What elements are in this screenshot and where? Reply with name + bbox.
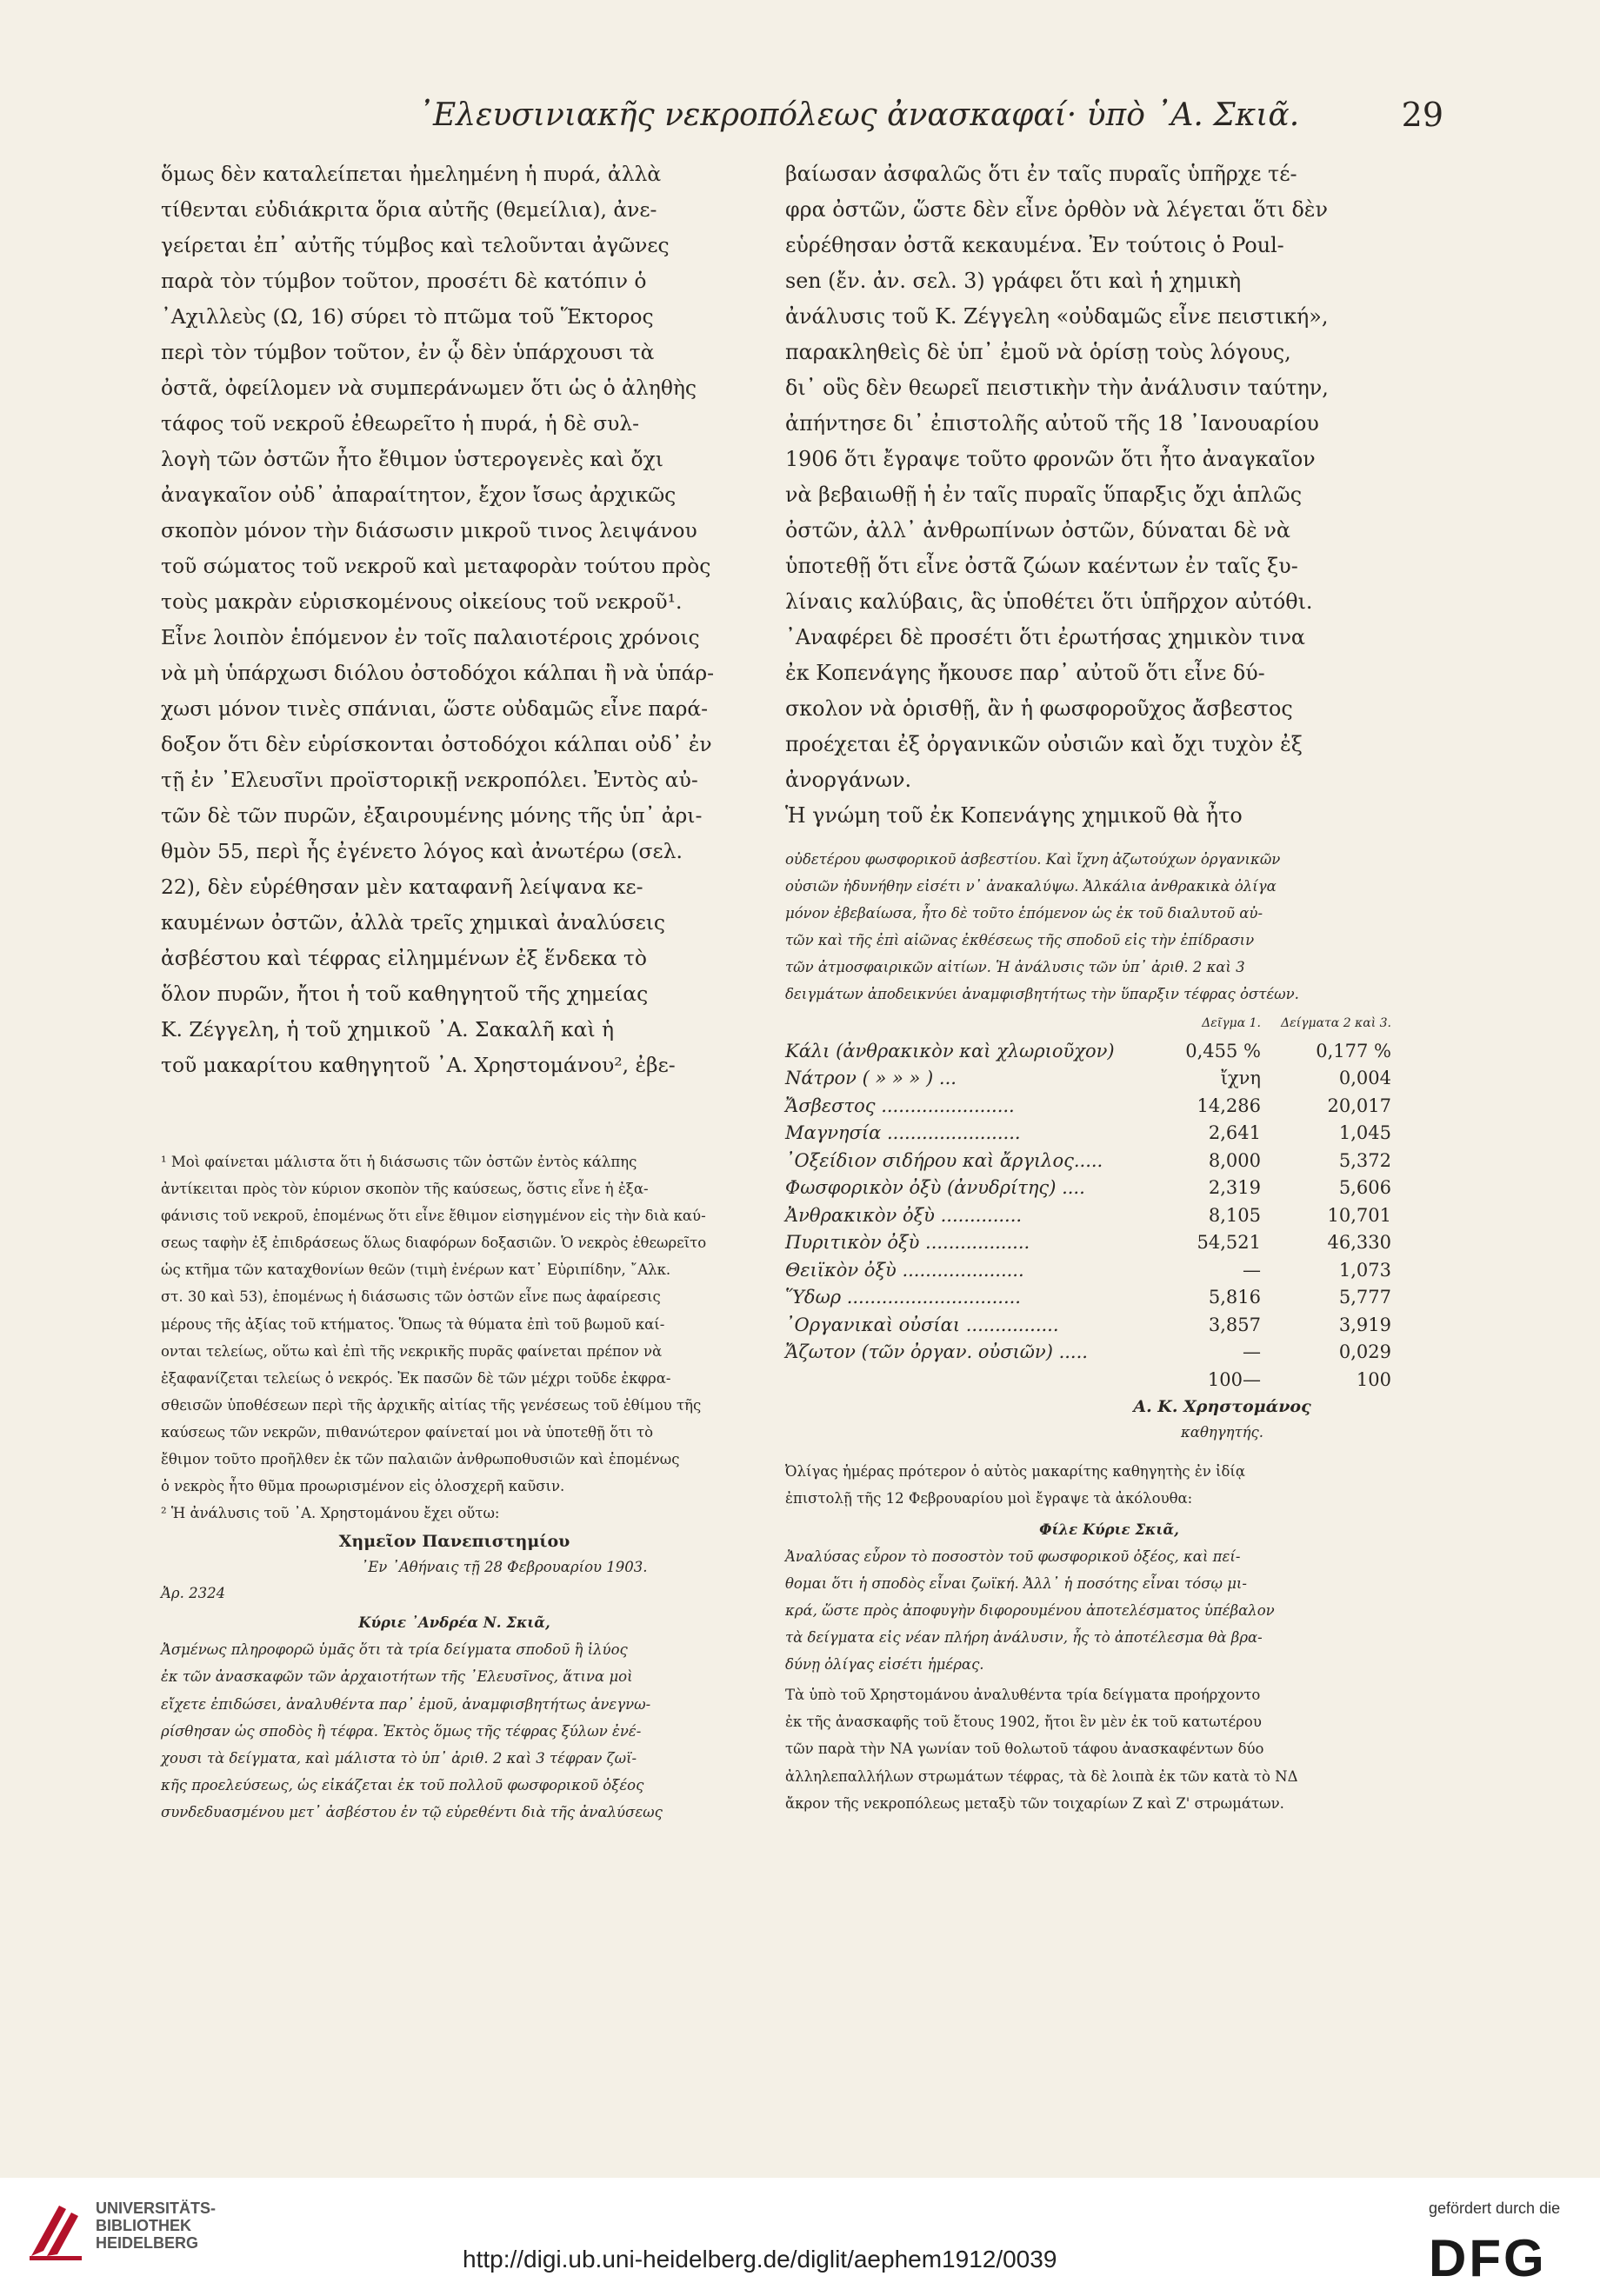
table-cell-label: ᾿Οργανικαὶ οὐσίαι ................ bbox=[785, 1314, 1059, 1335]
table-row bbox=[785, 1147, 1391, 1175]
running-title: ᾿Ελευσινιακῆς νεκροπόλεως ἀνασκαφαί· ὑπὸ ᾿Α. Σκιᾶ. bbox=[417, 97, 1300, 133]
table-cell-label: ᾿Οξείδιον σιδήρου καὶ ἄργιλος..... bbox=[785, 1149, 1103, 1171]
page-number: 29 bbox=[1401, 96, 1443, 134]
right-column bbox=[785, 156, 1433, 1817]
table-cell-label: Ὕδωρ .............................. bbox=[785, 1287, 1021, 1308]
table-cell-value: 2,319 bbox=[1208, 1177, 1261, 1199]
letter2-salutation: Φίλε Κύριε Σκιᾶ, bbox=[1039, 1521, 1179, 1538]
signature: Α. Κ. Χρηστομάνος bbox=[1133, 1396, 1311, 1416]
col2-header: Δείγματα 2 καὶ 3. bbox=[1281, 1016, 1391, 1031]
funding-label: gefördert durch die bbox=[1429, 2200, 1561, 2217]
table-cell-value: 1,045 bbox=[1338, 1122, 1391, 1144]
table-cell-value: 20,017 bbox=[1327, 1095, 1391, 1116]
table-cell-value: 8,000 bbox=[1208, 1149, 1261, 1171]
source-url[interactable]: http://digi.ub.uni-heidelberg.de/diglit/aephem1912/0039 bbox=[463, 2246, 1057, 2273]
paragraph-3: Τὰ ὑπὸ τοῦ Χρηστομάνου ἀναλυθέντα τρία δείγματα προήρχοντο ἐκ τῆς ἀνασκαφῆς τοῦ ἔτους 1902, ἤτοι ἓν μὲν ἐκ τοῦ κατωτέρου τῶν παρὰ τὴν ΝΑ γωνίαν τοῦ θολωτοῦ τάφου ἀνασκαφέντων δύο ἀλληλεπαλλήλων στρωμάτων τέφρας, τὰ δὲ λοιπὰ ἐκ τῶν κατὰ τὸ ΝΔ ἄκρον τῆς νεκροπόλεως μεταξὺ τῶν τοιχαρίων Ζ καὶ Ζ' στρωμάτων. bbox=[785, 1687, 1298, 1812]
footnote-2-intro: ² Ἡ ἀνάλυσις τοῦ ᾿Α. Χρηστομάνου ἔχει οὕτω: bbox=[161, 1505, 500, 1522]
letter-heading: Χημεῖον Πανεπιστημίου bbox=[338, 1532, 570, 1552]
running-header bbox=[261, 97, 1443, 150]
table-cell-value: 100 bbox=[1356, 1368, 1391, 1390]
table-row bbox=[785, 1256, 1391, 1284]
table-cell-value: 46,330 bbox=[1327, 1232, 1391, 1254]
left-column bbox=[161, 156, 748, 1826]
table-row bbox=[785, 1037, 1391, 1065]
table-row bbox=[785, 1229, 1391, 1257]
table-cell-label: Νάτρον ( » » » ) ... bbox=[785, 1068, 957, 1089]
table-cell-label bbox=[785, 1366, 1161, 1394]
letter-continuation: οὐδετέρου φωσφορικοῦ ἀσβεστίου. Καὶ ἴχνη ἀζωτούχων ὀργανικῶν οὐσιῶν ἠδυνήθην εἰσέτι ν᾿ ἀνακαλύψω. Ἀλκάλια ἀνθρακικὰ ὀλίγα μόνον ἐβεβαίωσα, ἦτο δὲ τοῦτο ἑπόμενον ὡς ἐκ τοῦ διαλυτοῦ αὐ- τῶν καὶ τῆς ἐπὶ αἰῶνας ἐκθέσεως τῆς σποδοῦ εἰς τὴν ἐπίδρασιν τῶν ἀτμοσφαιρικῶν αἰτίων. Ἡ ἀνάλυσις τῶν ὑπ᾿ ἀριθ. 2 καὶ 3 δειγμάτων ἀποδεικνύει ἀναμφισβητήτως τὴν ὕπαρξιν τέφρας ὀστέων. bbox=[785, 851, 1299, 1003]
letter-salutation: Κύριε ᾿Ανδρέα Ν. Σκιᾶ, bbox=[358, 1614, 550, 1632]
table-cell-value: ἴχνη bbox=[1220, 1068, 1261, 1089]
footer-bar bbox=[0, 2178, 1600, 2296]
table-cell-label: Πυριτικὸν ὀξὺ .................. bbox=[785, 1232, 1030, 1254]
table-cell-label: Ἀνθρακικὸν ὀξὺ .............. bbox=[785, 1204, 1023, 1226]
table-cell-label: Φωσφορικὸν ὀξὺ (ἀνυδρίτης) .... bbox=[785, 1177, 1085, 1199]
analysis-table bbox=[785, 1010, 1391, 1394]
table-cell-label: Κάλι (ἀνθρακικὸν καὶ χλωριοῦχον) bbox=[785, 1040, 1115, 1061]
table-cell-value: 0,455 % bbox=[1185, 1040, 1261, 1061]
table-cell-label: Μαγνησία ....................... bbox=[785, 1122, 1021, 1144]
footnote-1: ¹ Μοὶ φαίνεται μάλιστα ὅτι ἡ διάσωσις τῶν ὀστῶν ἐντὸς κάλπης ἀντίκειται πρὸς τὸν κύριον σκοπὸν τῆς καύσεως, ὅστις εἶνε ἡ ἐξα- φάνισις τοῦ νεκροῦ, ἑπομένως ὅτι εἶνε ἔθιμον εἰσηγμένον εἰς τὴν διὰ καύ- σεως ταφὴν ἐξ ἐπιδράσεως ὅλως διαφόρων δοξασιῶν. Ὁ νεκρὸς ἐθεωρεῖτο ὡς κτῆμα τῶν καταχθονίων θεῶν (τιμὴ ἐνέρων κατ᾿ Εὐριπίδην, ῎Αλκ. στ. 30 καὶ 53), ἑπομένως ἡ διάσωσις τῶν ὀστῶν εἶνε πως ἀφαίρεσις μέρους τῆς ἀξίας τοῦ κτήματος. Ὅπως τὰ θύματα ἐπὶ τοῦ βωμοῦ καί- ονται τελείως, οὕτω καὶ ἐπὶ τῆς νεκρικῆς πυρᾶς φαίνεται πρέπον νὰ ἐξαφανίζεται τελείως ὁ νεκρός. Ἐκ πασῶν δὲ τῶν μέχρι τοῦδε ἐκφρα- σθεισῶν ὑποθέσεων περὶ τῆς ἀρχικῆς αἰτίας τῆς γενέσεως τοῦ ἐθίμου τῆς καύσεως τῶν νεκρῶν, πιθανώτερον φαίνεταί μοι νὰ ὑποτεθῇ ὅτι τὸ ἔθιμον τοῦτο προῆλθεν ἐκ τῶν παλαιῶν ἀνθρωποθυσιῶν καὶ ἑπομένως ὁ νεκρὸς ἦτο θῦμα προωρισμένον εἰς ὁλοσχερῆ καῦσιν. bbox=[161, 1154, 707, 1495]
library-name: UNIVERSITÄTS- BIBLIOTHEK HEIDELBERG bbox=[96, 2200, 217, 2252]
table-cell-value: 5,777 bbox=[1338, 1287, 1391, 1308]
table-row bbox=[785, 1339, 1391, 1367]
table-cell-value: 5,372 bbox=[1338, 1149, 1391, 1171]
table-row bbox=[785, 1065, 1391, 1093]
table-cell-value: — bbox=[1243, 1341, 1261, 1363]
table-cell-value: 3,857 bbox=[1208, 1314, 1261, 1335]
table-cell-value: 14,286 bbox=[1197, 1095, 1261, 1116]
signature-title: καθηγητής. bbox=[1180, 1423, 1264, 1441]
paragraph-2: Ὀλίγας ἡμέρας πρότερον ὁ αὐτὸς μακαρίτης καθηγητὴς ἐν ἰδίᾳ ἐπιστολῇ τῆς 12 Φεβρουαρίου μοὶ ἔγραψε τὰ ἀκόλουθα: bbox=[785, 1462, 1246, 1507]
col1-header: Δεῖγμα 1. bbox=[1202, 1016, 1261, 1031]
letter2-body: Ἀναλύσας εὗρον τὸ ποσοστὸν τοῦ φωσφορικοῦ ὀξέος, καὶ πεί- θομαι ὅτι ἡ σποδὸς εἶναι ζωϊκή. Ἀλλ᾿ ἡ ποσότης εἶναι τόσῳ μι- κρά, ὥστε πρὸς ἀποφυγὴν διφορουμένου ἀποτελέσματος ὑπέβαλον τὰ δείγματα εἰς νέαν πλήρη ἀνάλυσιν, ἧς τὸ ἀποτέλεσμα θὰ βρα- δύνῃ ὀλίγας εἰσέτι ἡμέρας. bbox=[785, 1547, 1275, 1674]
table-row bbox=[785, 1175, 1391, 1202]
table-cell-value: 1,073 bbox=[1338, 1259, 1391, 1281]
table-cell-value: 2,641 bbox=[1208, 1122, 1261, 1144]
table-cell-value: 10,701 bbox=[1327, 1204, 1391, 1226]
table-cell-value: 3,919 bbox=[1338, 1314, 1391, 1335]
dfg-logo: DFG bbox=[1429, 2229, 1547, 2287]
table-cell-value: 0,004 bbox=[1338, 1068, 1391, 1089]
table-cell-value: — bbox=[1243, 1259, 1261, 1281]
right-body-text: βαίωσαν ἀσφαλῶς ὅτι ἐν ταῖς πυραῖς ὑπῆρχε τέ- φρα ὀστῶν, ὥστε δὲν εἶνε ὀρθὸν νὰ λέγεται ὅτι δὲν εὑρέθησαν ὀστᾶ κεκαυμένα. Ἐν τούτοις ὁ Poul- sen (ἔν. ἀν. σελ. 3) γράφει ὅτι καὶ ἡ χημικὴ ἀνάλυσις τοῦ Κ. Ζέγγελη «οὐδαμῶς εἶνε πειστική», παρακληθεὶς δὲ ὑπ᾿ ἐμοῦ νὰ ὁρίσῃ τοὺς λόγους, δι᾿ οὓς δὲν θεωρεῖ πειστικὴν τὴν ἀνάλυσιν ταύτην, ἀπήντησε δι᾿ ἐπιστολῆς αὐτοῦ τῆς 18 ᾿Ιανουαρίου 1906 ὅτι ἔγραψε τοῦτο φρονῶν ὅτι ἦτο ἀναγκαῖον νὰ βεβαιωθῇ ἡ ἐν ταῖς πυραῖς ὕπαρξις ὄχι ἁπλῶς ὀστῶν, ἀλλ᾿ ἀνθρωπίνων ὀστῶν, δύναται δὲ νὰ ὑποτεθῇ ὅτι εἶνε ὀστᾶ ζώων καέντων ἐν ταῖς ξυ- λίναις καλύβαις, ἃς ὑποθέτει ὅτι ὑπῆρχον αὐτόθι. ᾿Αναφέρει δὲ προσέτι ὅτι ἐρωτήσας χημικὸν τινα ἐκ Κοπενάγης ἤκουσε παρ᾿ αὐτοῦ ὅτι εἶνε δύ- σκολον νὰ ὁρισθῇ, ἂν ἡ φωσφοροῦχος ἄσβεστος προέχεται ἐξ ὀργανικῶν οὐσιῶν καὶ ὄχι τυχὸν ἐξ ἀνοργάνων. Ἡ γνώμη τοῦ ἐκ Κοπενάγης χημικοῦ θὰ ἦτο bbox=[785, 162, 1329, 828]
table-row bbox=[785, 1366, 1391, 1394]
table-row bbox=[785, 1311, 1391, 1339]
table-cell-value: 54,521 bbox=[1197, 1232, 1261, 1254]
table-row bbox=[785, 1284, 1391, 1312]
table-row bbox=[785, 1092, 1391, 1120]
table-cell-value: 8,105 bbox=[1208, 1204, 1261, 1226]
table-cell-value: 100— bbox=[1207, 1368, 1261, 1390]
left-body-text: ὅμως δὲν καταλείπεται ἠμελημένη ἡ πυρά, ἀλλὰ τίθενται εὐδιάκριτα ὅρια αὐτῆς (θεμείλια), ἀνε- γείρεται ἐπ᾿ αὐτῆς τύμβος καὶ τελοῦνται ἀγῶνες παρὰ τὸν τύμβον τοῦτον, προσέτι δὲ κατόπιν ὁ ᾿Αχιλλεὺς (Ω, 16) σύρει τὸ πτῶμα τοῦ Ἕκτορος περὶ τὸν τύμβον τοῦτον, ἐν ᾧ δὲν ὑπάρχουσι τὰ ὀστᾶ, ὀφείλομεν νὰ συμπεράνωμεν ὅτι ὡς ὁ ἀληθὴς τάφος τοῦ νεκροῦ ἐθεωρεῖτο ἡ πυρά, ἡ δὲ συλ- λογὴ τῶν ὀστῶν ἦτο ἔθιμον ὑστερογενὲς καὶ ὄχι ἀναγκαῖον οὐδ᾿ ἀπαραίτητον, ἔχον ἴσως ἀρχικῶς σκοπὸν μόνον τὴν διάσωσιν μικροῦ τινος λειψάνου τοῦ σώματος τοῦ νεκροῦ καὶ μεταφορὰν τούτου πρὸς τοὺς μακρὰν εὑρισκομένους οἰκείους τοῦ νεκροῦ¹. Εἶνε λοιπὸν ἑπόμενον ἐν τοῖς παλαιοτέροις χρόνοις νὰ μὴ ὑπάρχωσι διόλου ὀστοδόχοι κάλπαι ἢ νὰ ὑπάρ- χωσι μόνον τινὲς σπάνιαι, ὥστε οὐδαμῶς εἶνε παρά- δοξον ὅτι δὲν εὑρίσκονται ὀστοδόχοι κάλπαι οὐδ᾿ ἐν τῇ ἐν ᾿Ελευσῖνι προϊστορικῇ νεκροπόλει. Ἐντὸς αὐ- τῶν δὲ τῶν πυρῶν, ἐξαιρουμένης μόνης τῆς ὑπ᾿ ἀρι- θμὸν 55, περὶ ἧς ἐγένετο λόγος καὶ ἀνωτέρω (σελ. 22), δὲν εὑρέθησαν μὲν καταφανῆ λείψανα κε- καυμένων ὀστῶν, ἀλλὰ τρεῖς χημικαὶ ἀναλύσεις ἀσβέστου καὶ τέφρας εἰλημμένων ἐξ ἕνδεκα τὸ ὅλον πυρῶν, ἤτοι ἡ τοῦ καθηγητοῦ τῆς χημείας Κ. Ζέγγελη, ἡ τοῦ χημικοῦ ᾿Α. Σακαλῆ καὶ ἡ τοῦ μακαρίτου καθηγητοῦ ᾿Α. Χρηστομάνου², ἐβε- bbox=[161, 162, 715, 1077]
table-cell-value: 0,177 % bbox=[1316, 1040, 1391, 1061]
table-row bbox=[785, 1201, 1391, 1229]
table-cell-label: Ἄζωτον (τῶν ὀργαν. οὐσιῶν) ..... bbox=[785, 1341, 1088, 1363]
table-cell-value: 0,029 bbox=[1338, 1341, 1391, 1363]
table-cell-label: Ἄσβεστος ....................... bbox=[785, 1095, 1015, 1116]
table-header-row bbox=[785, 1010, 1391, 1038]
letter-date: ᾿Εν ᾿Αθήναις τῇ 28 Φεβρουαρίου 1903. bbox=[361, 1559, 648, 1576]
table-cell-value: 5,606 bbox=[1338, 1177, 1391, 1199]
letter-body: Ἀσμένως πληροφορῶ ὑμᾶς ὅτι τὰ τρία δείγματα σποδοῦ ἢ ἰλύος ἐκ τῶν ἀνασκαφῶν τῶν ἀρχαιοτήτων τῆς ᾿Ελευσῖνος, ἅτινα μοὶ εἴχετε ἐπιδώσει, ἀναλυθέντα παρ᾿ ἐμοῦ, ἀναμφισβητήτως ἀνεγνω- ρίσθησαν ὡς σποδὸς ἢ τέφρα. Ἐκτὸς ὅμως τῆς τέφρας ξύλων ἐνέ- χουσι τὰ δείγματα, καὶ μάλιστα τὸ ὑπ᾿ ἀριθ. 2 καὶ 3 τέφραν ζωϊ- κῆς προελεύσεως, ὡς εἰκάζεται ἐκ τοῦ πολλοῦ φωσφορικοῦ ὀξέος συνδεδυασμένου μετ᾿ ἀσβέστου ἐν τῷ εὑρεθέντι διὰ τῆς ἀναλύσεως bbox=[161, 1641, 663, 1820]
table-row bbox=[785, 1120, 1391, 1148]
letter-ref: Ἀρ. 2324 bbox=[161, 1585, 226, 1602]
table-cell-value: 5,816 bbox=[1208, 1287, 1261, 1308]
library-logo-icon bbox=[26, 2195, 89, 2265]
table-cell-label: Θειϊκὸν ὀξὺ ..................... bbox=[785, 1259, 1024, 1281]
